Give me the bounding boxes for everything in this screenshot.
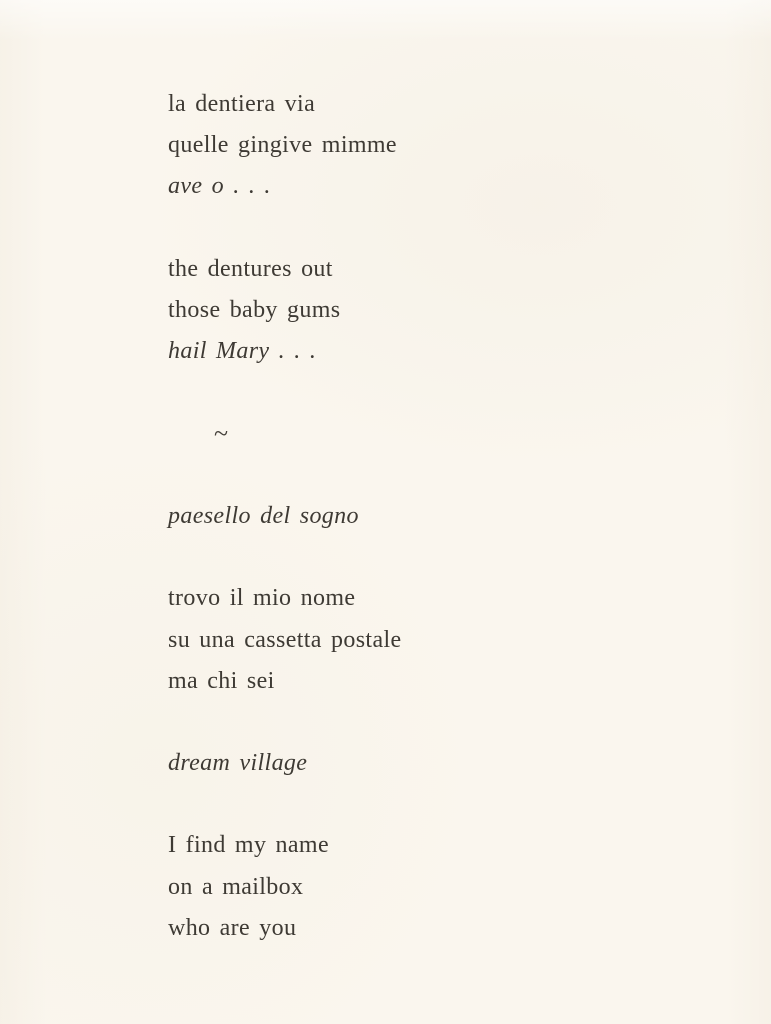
poem-line-italian: quelle gingive mimme [168, 132, 397, 159]
poem-line-english-italic: hail Mary . . . [168, 338, 317, 365]
poem-line-english: the dentures out [168, 255, 333, 282]
poem-line-italian: su una cassetta postale [168, 626, 402, 653]
poem-title-italian: paesello del sogno [168, 502, 359, 529]
stanza-gap [168, 372, 648, 413]
stanza-gap [168, 455, 648, 496]
stanza-gap [168, 208, 648, 249]
poem-line-english: those baby gums [168, 297, 341, 324]
poem-line-english: who are you [168, 914, 297, 941]
poem-separator-tilde: ~ [214, 419, 229, 449]
poem-line-english: on a mailbox [168, 873, 304, 900]
poem-line-italian: ma chi sei [168, 667, 275, 694]
stanza-gap [168, 537, 648, 578]
poem-line-english: I find my name [168, 832, 329, 859]
stanza-gap [168, 702, 648, 743]
poem-title-english: dream village [168, 750, 308, 777]
poem-line-italian: trovo il mio nome [168, 585, 356, 612]
poem-text-column [168, 84, 648, 949]
stanza-gap [168, 784, 648, 825]
poem-line-italian: la dentiera via [168, 91, 316, 118]
poem-line-italian-italic: ave o . . . [168, 173, 271, 200]
